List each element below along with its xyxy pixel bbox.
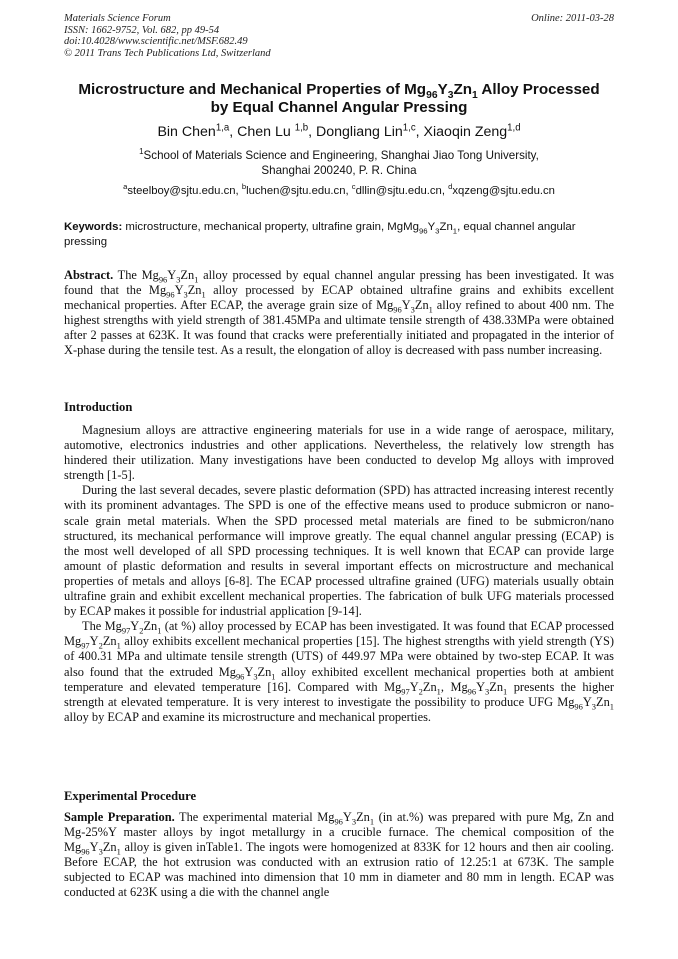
alloy-el: Mg bbox=[557, 694, 575, 709]
alloy-sub: 1 bbox=[428, 304, 433, 315]
alloy-sub: 1 bbox=[436, 686, 441, 697]
text: alloy exhibits excellent mechanical properties [15]. The highest strengths with yield strength (YS) of 400.31 MPa and ultimate tensile strength (UTS) of 449.97 MPa were obtained by two-step ECAP. It was also found that the extruded bbox=[64, 634, 614, 679]
email-address[interactable]: luchen@sjtu.edu.cn bbox=[246, 185, 346, 197]
email-sup: b bbox=[241, 182, 247, 192]
alloy-el: Zn bbox=[187, 283, 202, 298]
author: Xiaoqin Zeng bbox=[423, 124, 508, 140]
alloy-el: Y bbox=[167, 268, 177, 282]
alloy-sub: 3 bbox=[253, 670, 258, 681]
text: alloy processed by equal channel angular pressing has been investigated. It was found that the bbox=[64, 268, 614, 298]
alloy-sub: 1 bbox=[452, 226, 458, 236]
abstract-paragraph bbox=[64, 268, 614, 359]
alloy-sub: 2 bbox=[139, 625, 144, 636]
alloy-sub: 1 bbox=[157, 625, 162, 636]
paragraph bbox=[64, 619, 614, 725]
author: Chen Lu bbox=[237, 124, 291, 140]
alloy-sub: 96 bbox=[334, 816, 343, 827]
alloy-el: Zn bbox=[180, 268, 195, 282]
alloy-sub: 97 bbox=[121, 625, 131, 636]
journal-name: Materials Science Forum bbox=[64, 13, 171, 24]
alloy-el: Mg bbox=[148, 283, 167, 298]
introduction-body bbox=[64, 423, 614, 725]
alloy-el: Zn bbox=[439, 221, 453, 233]
keywords bbox=[64, 220, 614, 249]
alloy-sub: 1 bbox=[369, 816, 375, 827]
alloy-el: Mg bbox=[317, 810, 335, 824]
alloy-sub: 96 bbox=[81, 846, 90, 857]
affiliation bbox=[50, 148, 628, 178]
text: (in at.%) was prepared with pure Mg, Zn and Mg-25%Y master alloys by ingot metallurgy in a crucible furnace. The chemical composition of the bbox=[64, 810, 614, 840]
title-sub: 1 bbox=[472, 90, 478, 102]
alloy-el: Mg bbox=[141, 268, 159, 282]
author-sup: 1,b bbox=[294, 122, 309, 134]
email-sup: a bbox=[123, 182, 128, 192]
text: , bbox=[440, 679, 451, 694]
title-text: by Equal Channel Angular Pressing bbox=[210, 99, 468, 116]
online-date: Online: 2011-03-28 bbox=[531, 13, 614, 24]
alloy-sub: 1 bbox=[116, 846, 121, 857]
section-heading-experimental: Experimental Procedure bbox=[64, 789, 197, 803]
alloy-el: Y bbox=[130, 619, 140, 634]
alloy-el: Mg bbox=[64, 634, 82, 649]
alloy-el: Y bbox=[174, 283, 184, 298]
alloy-el: Y bbox=[89, 840, 99, 855]
alloy-sub: 1 bbox=[201, 289, 206, 300]
alloy-el: Y bbox=[401, 298, 411, 313]
alloy-sub: 1 bbox=[194, 274, 199, 285]
alloy-sub: 96 bbox=[467, 686, 477, 697]
alloy-sub: 97 bbox=[81, 640, 90, 651]
title-text: Microstructure and Mechanical Properties of Mg bbox=[78, 81, 427, 98]
alloy-sub: 3 bbox=[435, 226, 440, 236]
email-sup: c bbox=[351, 182, 356, 192]
alloy-el: Zn bbox=[596, 694, 610, 709]
author-list: Bin Chen$^{1,a}$, Chen Lu $^{1,b}$, Dongliang Lin$^{1,c}$, Xiaoqin Zeng$^{1,d}$ bbox=[157, 122, 521, 140]
alloy-sub: 2 bbox=[98, 640, 103, 651]
alloy-el: Y bbox=[89, 634, 99, 649]
alloy-sub: 96 bbox=[235, 670, 245, 681]
alloy-sub: 3 bbox=[183, 289, 188, 300]
alloy-el: Zn bbox=[422, 679, 437, 694]
alloy-sub: 3 bbox=[410, 304, 415, 315]
alloy-sub: 96 bbox=[418, 226, 428, 236]
alloy-sub: 96 bbox=[158, 274, 168, 285]
email-address[interactable]: dllin@sjtu.edu.cn bbox=[355, 185, 442, 197]
alloy-el: Zn bbox=[143, 619, 158, 634]
alloy-sub: 1 bbox=[116, 640, 121, 651]
alloy-el: Zn bbox=[489, 679, 504, 694]
alloy-sub: 96 bbox=[574, 701, 583, 712]
issn: ISSN: 1662-9752, Vol. 682, pp 49-54 bbox=[64, 24, 220, 36]
alloy-el: Zn bbox=[102, 634, 117, 649]
abstract-label: Abstract. bbox=[64, 268, 114, 282]
affiliation-line: Shanghai 200240, P. R. China bbox=[261, 164, 417, 177]
alloy-el: Mg bbox=[403, 221, 419, 233]
journal-header bbox=[64, 13, 614, 59]
text: alloy exhibited excellent mechanical properties both at ambient temperature and elevated temperature [16]. Compared with bbox=[64, 664, 614, 694]
paper-title bbox=[50, 81, 628, 117]
keywords-text: microstructure, mechanical property, ultrafine grain, Mg bbox=[125, 221, 404, 233]
experimental-body bbox=[64, 810, 614, 901]
email-address[interactable]: steelboy@sjtu.edu.cn bbox=[127, 185, 236, 197]
keywords-label: Keywords: bbox=[64, 221, 123, 233]
text: alloy by ECAP and examine its microstructure and mechanical properties. bbox=[64, 709, 432, 724]
alloy-sub: 3 bbox=[98, 846, 103, 857]
author-sup: 1,c bbox=[402, 122, 416, 134]
alloy-el: Zn bbox=[356, 810, 370, 824]
subsection-label: Sample Preparation. bbox=[64, 810, 175, 824]
alloy-el: Zn bbox=[257, 664, 272, 679]
title-sub: 96 bbox=[426, 90, 438, 102]
alloy-el: Zn bbox=[102, 840, 117, 855]
abstract bbox=[64, 268, 614, 359]
alloy-sub: 1 bbox=[271, 670, 276, 681]
alloy-sub: 3 bbox=[176, 274, 181, 285]
author-sup: 1,d bbox=[507, 122, 521, 134]
text: The bbox=[113, 268, 142, 282]
text: (at %) alloy processed by ECAP has been investigated. It was found that ECAP processed bbox=[161, 619, 614, 634]
title-text: Alloy Processed bbox=[477, 81, 600, 98]
alloy-sub: 2 bbox=[418, 686, 423, 697]
doi: doi:10.4028/www.scientific.net/MSF.682.49 bbox=[64, 36, 248, 48]
alloy-el: Zn bbox=[414, 298, 429, 313]
alloy-sub: 97 bbox=[401, 686, 410, 697]
email-address[interactable]: xqzeng@sjtu.edu.cn bbox=[452, 185, 555, 197]
email-sup: d bbox=[448, 182, 453, 192]
paragraph: Magnesium alloys are attractive engineering materials for use in a wide range of aerospace, military, automotive, electronics industries and other applications. Nevertheless, the relatively low strength has hindered their utilization. Many investigations have been conducted to develop Mg alloys with improved strength [1-5]. bbox=[64, 423, 614, 483]
alloy-el: Y bbox=[427, 221, 436, 233]
text: alloy refined to about 400 nm. The highest strengths with yield strength of 381.45MPa and ultimate tensile strength of 438.33MPa were obtained after 2 passes at 623K. It was found that cracks were preferentially initiated and propagated in the interior of X-phase during the tensile test. As a result, the elongation of alloy is decreased with pass number increasing. bbox=[64, 298, 615, 358]
alloy-el: Y bbox=[244, 664, 254, 679]
affiliation-line: School of Materials Science and Engineering, Shanghai Jiao Tong University, bbox=[143, 149, 539, 162]
alloy-el: Mg bbox=[376, 298, 394, 313]
affiliation-sup: 1 bbox=[139, 147, 144, 157]
alloy-sub: 96 bbox=[166, 289, 175, 300]
alloy-sub: 1 bbox=[503, 686, 508, 697]
title-text: Y bbox=[437, 81, 448, 98]
alloy-el: Y bbox=[476, 679, 486, 694]
email-list: $^a$steelboy@sjtu.edu.cn, $^b$luchen@sjtu.edu.cn, $^c$dllin@sjtu.edu.cn, $^d$xqzeng@sjtu.edu.cn bbox=[123, 182, 555, 197]
text: alloy is given inTable1. The ingots were homogenized at 833K for 12 hours and then air cooling. Before ECAP, the hot extrusion was conducted with an extrusion ratio of 12.25:1 at 673K. The sample subjected to ECAP was machined into dimension that 10 mm in diameter and 80 mm in length. ECAP was conducted at 623K using a die with the channel angle bbox=[64, 840, 614, 900]
alloy-sub: 96 bbox=[393, 304, 402, 315]
alloy-el: Mg bbox=[384, 679, 402, 694]
alloy-sub: 3 bbox=[591, 701, 597, 712]
paragraph: During the last several decades, severe plastic deformation (SPD) has attracted increasing interest recently with its prominent advantages. The SPD is one of the effective means used to produce submicron or nano-scale grain metal materials. When the SPD processed metal materials are fined to be submicron/nano structured, its mechanical performance will improve greatly. The equal channel angular pressing (ECAP) is the most well developed of all SPD processing techniques. It is well known that ECAP can provide large amount of plastic deformation and results in several important effects on microstructure and mechanical properties of metals and alloys [6-8]. The ECAP processed ultrafine grained (UFG) materials usually obtain ultrafine grain and exhibit excellent mechanical properties. The fabrication of bulk UFG materials processed by ECAP makes it possible for industrial application [9-14]. bbox=[64, 483, 614, 619]
author-sup: 1,a bbox=[215, 122, 230, 134]
text: The experimental material bbox=[174, 810, 318, 824]
author: Dongliang Lin bbox=[316, 124, 403, 140]
text: alloy processed by ECAP obtained ultrafine grains and exhibits excellent mechanical properties. After ECAP, the average grain size of bbox=[64, 283, 615, 313]
title-text: Zn bbox=[453, 81, 473, 98]
alloy-el: Mg bbox=[218, 664, 236, 679]
alloy-el: Y bbox=[409, 679, 419, 694]
copyright: © 2011 Trans Tech Publications Ltd, Switzerland bbox=[64, 47, 271, 59]
alloy-el: Y bbox=[582, 694, 592, 709]
alloy-el: Mg bbox=[450, 679, 468, 694]
alloy-sub: 1 bbox=[609, 701, 614, 712]
title-sub: 3 bbox=[447, 90, 454, 102]
alloy-el: Mg bbox=[104, 619, 122, 634]
alloy-sub: 3 bbox=[351, 816, 357, 827]
text: presents the higher strength at elevated temperature. It is very interest to investigate the possibility to produce UFG bbox=[64, 679, 614, 709]
alloy-sub: 3 bbox=[485, 686, 490, 697]
author: Bin Chen bbox=[157, 124, 216, 140]
alloy-el: Mg bbox=[64, 840, 82, 855]
section-heading-introduction: Introduction bbox=[64, 400, 133, 414]
keywords-text: , equal channel angular pressing bbox=[64, 221, 576, 248]
text: The bbox=[82, 619, 105, 634]
paragraph bbox=[64, 810, 614, 901]
alloy-el: Y bbox=[342, 810, 352, 824]
